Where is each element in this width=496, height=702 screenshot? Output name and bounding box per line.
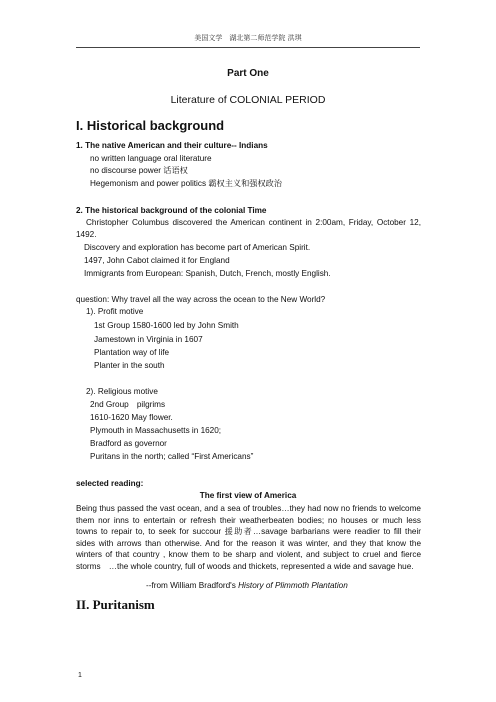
list-item: no written language oral literature — [90, 154, 212, 163]
list-item: Puritans in the north; called “First Americans” — [90, 452, 254, 461]
subheading-colonial-time: 2. The historical background of the colonial Time — [76, 206, 267, 215]
profit-motive-label: 1). Profit motive — [86, 307, 144, 316]
list-item: Planter in the south — [94, 361, 165, 370]
page-number: 1 — [78, 672, 82, 679]
page-header: 美国文学 湖北第二师范学院 洪琪 — [76, 33, 420, 48]
list-item: Plantation way of life — [94, 348, 170, 357]
list-item: Jamestown in Virginia in 1607 — [94, 335, 203, 344]
source-prefix: --from William Bradford's — [146, 581, 239, 590]
reading-passage: Being thus passed the vast ocean, and a sea of troubles…they had now no friends to welcome them nor inns to entertain or refresh their weatherbeaten bodies; no houses or much less towns to repair to, to seek for succour 援助者…savage barbarians were readier to fill their sides with arrows than otherwise. And for the reason it was winter, and they that know the winters of that country , know them to be sharp and violent, and subject to cruel and fierce storms …the whole country, full of woods and thickets, represented a wide and savage hue. — [76, 504, 421, 571]
literature-title: Literature of COLONIAL PERIOD — [170, 94, 326, 106]
list-item: 1610-1620 May flower. — [90, 413, 173, 422]
list-item: Bradford as governor — [90, 439, 167, 448]
religious-motive-label: 2). Religious motive — [86, 387, 158, 396]
text-line: Immigrants from European: Spanish, Dutch, French, mostly English. — [84, 269, 331, 278]
paragraph-columbus: Christopher Columbus discovered the American continent in 2:00am, Friday, October 12, 1492. — [76, 218, 421, 239]
reading-title: The first view of America — [199, 491, 297, 500]
list-item: 2nd Group pilgrims — [90, 400, 166, 409]
source-title: History of Plimmoth Plantation — [238, 581, 348, 590]
list-item: 1st Group 1580-1600 led by John Smith — [94, 321, 239, 330]
list-item: no discourse power 话语权 — [90, 166, 188, 175]
selected-reading-label: selected reading: — [76, 479, 144, 488]
part-title: Part One — [227, 68, 269, 79]
list-item: Plymouth in Massachusetts in 1620; — [90, 426, 222, 435]
subheading-native-american: 1. The native American and their culture-- Indians — [76, 141, 268, 150]
reading-source — [146, 580, 348, 591]
question-line: question: Why travel all the way across the ocean to the New World? — [76, 295, 326, 304]
text-line: 1497, John Cabot claimed it for England — [84, 256, 230, 265]
text-line: Discovery and exploration has become part of American Spirit. — [84, 243, 311, 252]
list-item: Hegemonism and power politics 霸权主义和强权政治 — [90, 179, 283, 188]
section-heading-historical: I. Historical background — [76, 118, 225, 133]
section-heading-puritanism: II. Puritanism — [76, 597, 155, 612]
